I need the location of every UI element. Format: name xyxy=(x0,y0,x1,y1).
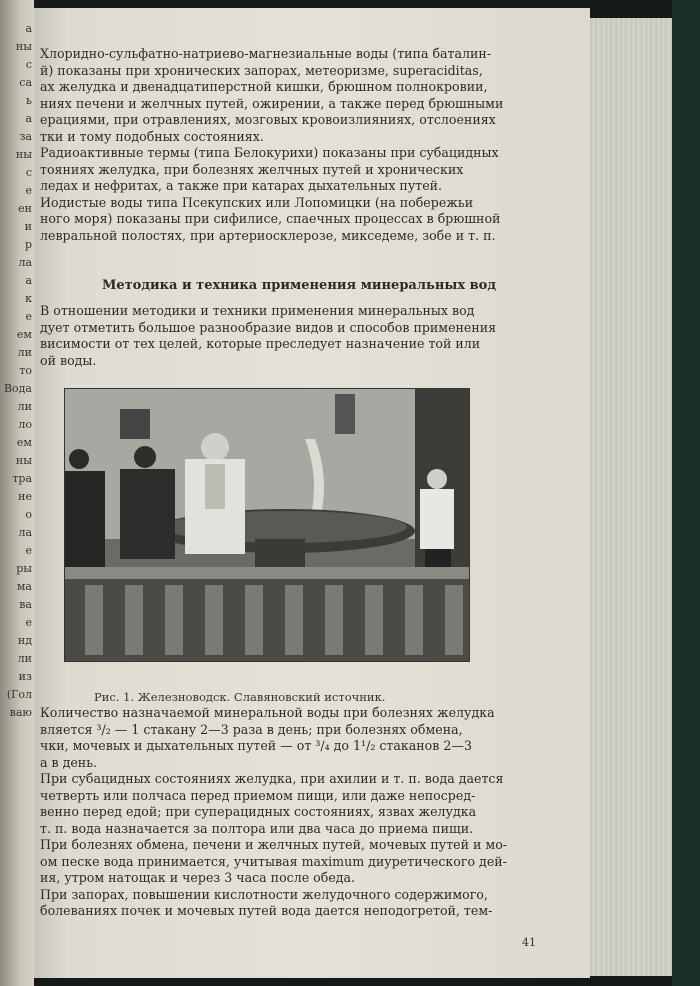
page-block-edges xyxy=(590,18,672,976)
paragraph-mineral-waters: Хлоридно-сульфатно-натриево-магнезиальные воды (типа баталин- й) показаны при хронических запорах, метеоризме, superaciditas, ах желудка и двенадцатиперстной кишки, брюшном полнокровии, ниях печени и желчных путей, ожирении, а также перед брюшными ерациями, при отравлениях, мозговых кровоизлияниях, отслоениях тки и тому подобных состояниях. Радиоактивные термы (типа Белокурихи) показаны при субацидных тояниях желудка, при болезнях желчных путей и хронических ледах и нефритах, а также при катарах дыхательных путей. Иодистые воды типа Псекупских или Лопомицки (на побережьи ного моря) показаны при сифилисе, спаечных процессах в брюшной левральной полостях, при артериосклерозе, микседеме, зобе и т. п. xyxy=(40,46,504,243)
section-heading: Методика и техника применения минеральных вод xyxy=(101,278,497,293)
facing-page-text: а ны с са ь а за ны с е ен и р ла а к е ем ли то Вода ли ло ем ны тра не о ла е ры ма ва е нд ли из (Гол ваю xyxy=(3,22,32,719)
book-cover xyxy=(672,0,700,986)
paragraph-methods: В отношении методики и техники применения минеральных вод дует отметить большое разнообразие видов и способов применения висимости от тех целей, которые преследует назначение той или ой воды. xyxy=(40,303,497,368)
facing-page-edge xyxy=(0,0,34,986)
book-page xyxy=(34,8,590,978)
paragraph-dosage: Количество назначаемой минеральной воды при болезнях желудка вляется ³/₂ — 1 стакану 2—3 раза в день; при болезнях обмена, чки, мочевых и дыхательных путей — от ³/₄ до 1¹/₂ стаканов 2—3 а в день. При субацидных состояниях желудка, при ахилии и т. п. вода дается четверть или полчаса перед приемом пищи, или даже непосред- венно перед едой; при суперацидных состояниях, язвах желудка т. п. вода назначается за полтора или два часа до приема пищи. При болезнях обмена, печени и желчных путей, мочевых путей и мо- ом песке вода принимается, учитывая maximum диуретического дей- ия, утром натощак и через 3 часа после обеда. При запорах, повышении кислотности желудочного содержимого, болеваниях почек и мочевых путей вода дается неподогретой, тем- xyxy=(40,705,508,918)
page-number: 41 xyxy=(522,936,536,949)
figure-photo-spring xyxy=(64,388,470,662)
figure-caption: Рис. 1. Железноводск. Славяновский источник. xyxy=(94,690,386,704)
